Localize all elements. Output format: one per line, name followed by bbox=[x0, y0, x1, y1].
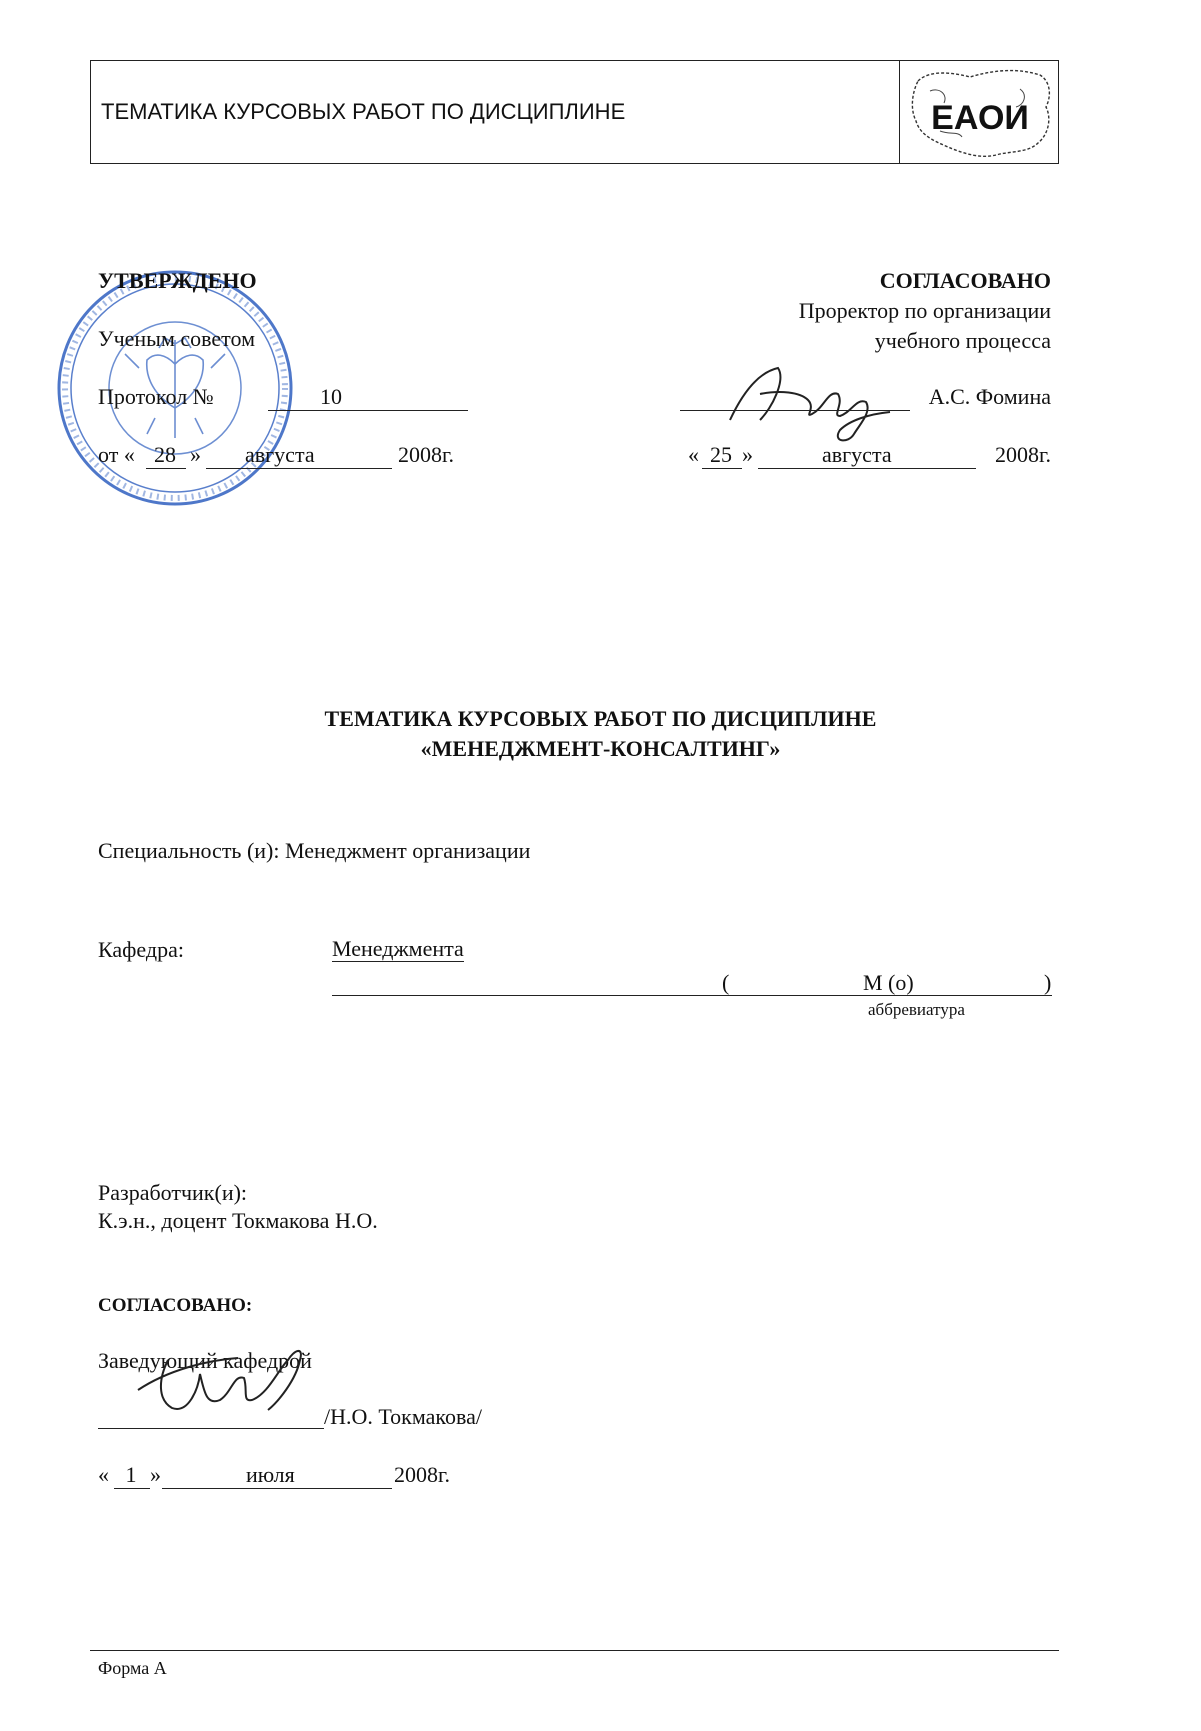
agreed-bottom-heading: СОГЛАСОВАНО: bbox=[98, 1295, 253, 1316]
agreed-month: августа bbox=[822, 442, 892, 467]
specialty: Специальность (и): Менеджмент организации bbox=[98, 838, 531, 863]
eaoi-logo bbox=[900, 61, 1059, 163]
footer-divider bbox=[90, 1650, 1059, 1651]
bottom-date-close: » bbox=[150, 1462, 161, 1487]
approved-heading: УТВЕРЖДЕНО bbox=[98, 268, 257, 293]
abbr-caption: аббревиатура bbox=[868, 1000, 965, 1019]
bottom-day-underline bbox=[114, 1488, 150, 1489]
header-title: ТЕМАТИКА КУРСОВЫХ РАБОТ ПО ДИСЦИПЛИНЕ bbox=[101, 99, 626, 124]
department-abbr: М (о) bbox=[863, 970, 914, 995]
department-name: Менеджмента bbox=[332, 936, 464, 961]
department-paren-open: ( bbox=[722, 970, 730, 995]
footer-form-label: Форма А bbox=[98, 1658, 167, 1678]
approved-month-underline bbox=[206, 468, 392, 469]
protocol-number: 10 bbox=[320, 384, 342, 409]
vice-rector-sign-line bbox=[680, 410, 910, 411]
agreed-date-close: » bbox=[742, 442, 753, 467]
agreed-date-open: « bbox=[688, 442, 699, 467]
department-paren-close: ) bbox=[1044, 970, 1052, 995]
agreed-year: 2008г. bbox=[994, 442, 1051, 467]
bottom-year: 2008г. bbox=[394, 1462, 451, 1487]
approved-day-underline bbox=[146, 468, 186, 469]
approved-date-prefix: от « bbox=[98, 442, 135, 467]
header-logo-cell bbox=[899, 61, 1059, 163]
protocol-label: Протокол № bbox=[98, 384, 214, 409]
approved-day: 28 bbox=[154, 442, 176, 467]
approved-day-close: » bbox=[190, 442, 201, 467]
department-label: Кафедра: bbox=[98, 937, 184, 962]
agreed-day-underline bbox=[702, 468, 742, 469]
developers-name: К.э.н., доцент Токмакова Н.О. bbox=[98, 1208, 378, 1233]
document-header bbox=[90, 60, 1059, 164]
agreed-month-underline bbox=[758, 468, 976, 469]
main-title-line2: «МЕНЕДЖМЕНТ-КОНСАЛТИНГ» bbox=[420, 736, 781, 761]
vice-rector-signature bbox=[720, 350, 900, 446]
head-of-department-name: /Н.О. Токмакова/ bbox=[324, 1404, 482, 1429]
bottom-date-open: « bbox=[98, 1462, 109, 1487]
approved-month: августа bbox=[245, 442, 315, 467]
department-underline bbox=[332, 995, 1052, 996]
bottom-month: июля bbox=[246, 1462, 295, 1487]
vice-rector-name: А.С. Фомина bbox=[928, 384, 1051, 409]
protocol-underline bbox=[268, 410, 468, 411]
head-of-department-signature bbox=[128, 1330, 338, 1420]
agreed-day: 25 bbox=[710, 442, 732, 467]
developers-label: Разработчик(и): bbox=[98, 1180, 248, 1205]
agreed-role-line1: Проректор по организации bbox=[798, 298, 1051, 323]
head-sign-line bbox=[98, 1428, 324, 1429]
head-of-department-role: Заведующий кафедрой bbox=[98, 1348, 312, 1373]
agreed-role-line2: учебного процесса bbox=[874, 328, 1051, 353]
bottom-day: 1 bbox=[125, 1462, 137, 1487]
logo-text: ЕАОИ bbox=[931, 99, 1029, 137]
main-title-line1: ТЕМАТИКА КУРСОВЫХ РАБОТ ПО ДИСЦИПЛИНЕ bbox=[324, 706, 877, 731]
agreed-heading: СОГЛАСОВАНО bbox=[879, 268, 1051, 293]
approved-year: 2008г. bbox=[398, 442, 455, 467]
bottom-month-underline bbox=[162, 1488, 392, 1489]
approved-by: Ученым советом bbox=[98, 326, 255, 351]
